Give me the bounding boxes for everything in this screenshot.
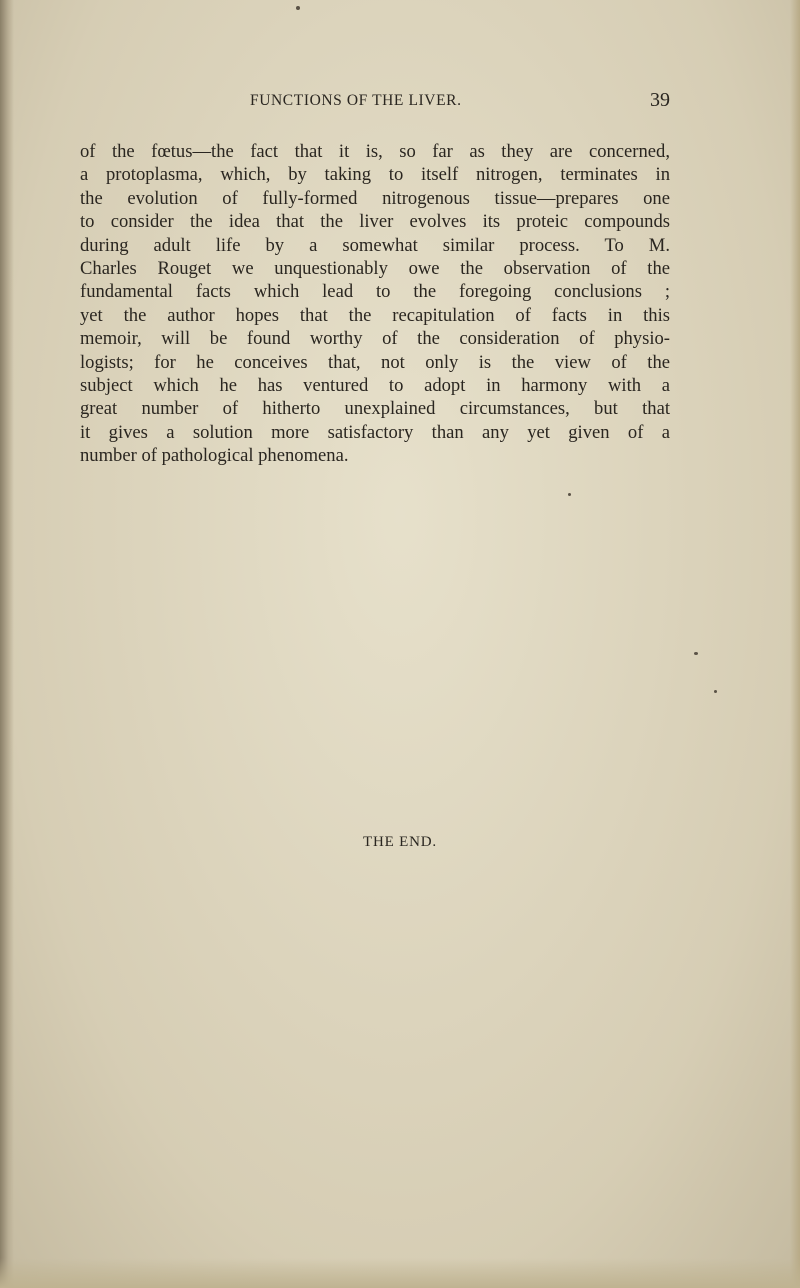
text-line: subject which he has ventured to adopt in harmony with a xyxy=(80,374,670,396)
paper-speck xyxy=(694,652,698,655)
text-line: great number of hitherto unexplained circumstances, but that xyxy=(80,398,670,420)
text-line: memoir, will be found worthy of the consideration of physio- xyxy=(80,328,670,350)
page-number: 39 xyxy=(650,89,670,111)
text-line: it gives a solution more satisfactory than any yet given of a xyxy=(80,421,670,443)
text-line: yet the author hopes that the recapitulation of facts in this xyxy=(80,304,670,326)
paper-speck xyxy=(568,493,571,496)
page-right-edge xyxy=(790,0,800,1288)
body-paragraph xyxy=(80,140,670,467)
page-gutter-shadow xyxy=(0,0,14,1288)
running-title: FUNCTIONS OF THE LIVER. xyxy=(250,92,462,109)
text-line: of the fœtus—the fact that it is, so far as they are concerned, xyxy=(80,141,670,162)
the-end-label: THE END. xyxy=(363,834,437,850)
page-bottom-edge xyxy=(0,1258,800,1288)
paper-speck xyxy=(714,690,717,693)
text-line: a protoplasma, which, by taking to itself nitrogen, terminates in xyxy=(80,164,670,186)
text-line: the evolution of fully-formed nitrogenous tissue—prepares one xyxy=(80,187,670,209)
text-line: Charles Rouget we unquestionably owe the observation of the xyxy=(80,257,670,279)
text-line: during adult life by a somewhat similar process. To M. xyxy=(80,234,670,256)
text-line: to consider the idea that the liver evolves its proteic compounds xyxy=(80,211,670,233)
text-line: fundamental facts which lead to the foregoing conclusions ; xyxy=(80,281,670,303)
paper-speck xyxy=(296,6,300,10)
text-line: number of pathological phenomena. xyxy=(80,445,349,467)
text-line: logists; for he conceives that, not only is the view of the xyxy=(80,351,670,373)
running-head xyxy=(80,89,670,116)
